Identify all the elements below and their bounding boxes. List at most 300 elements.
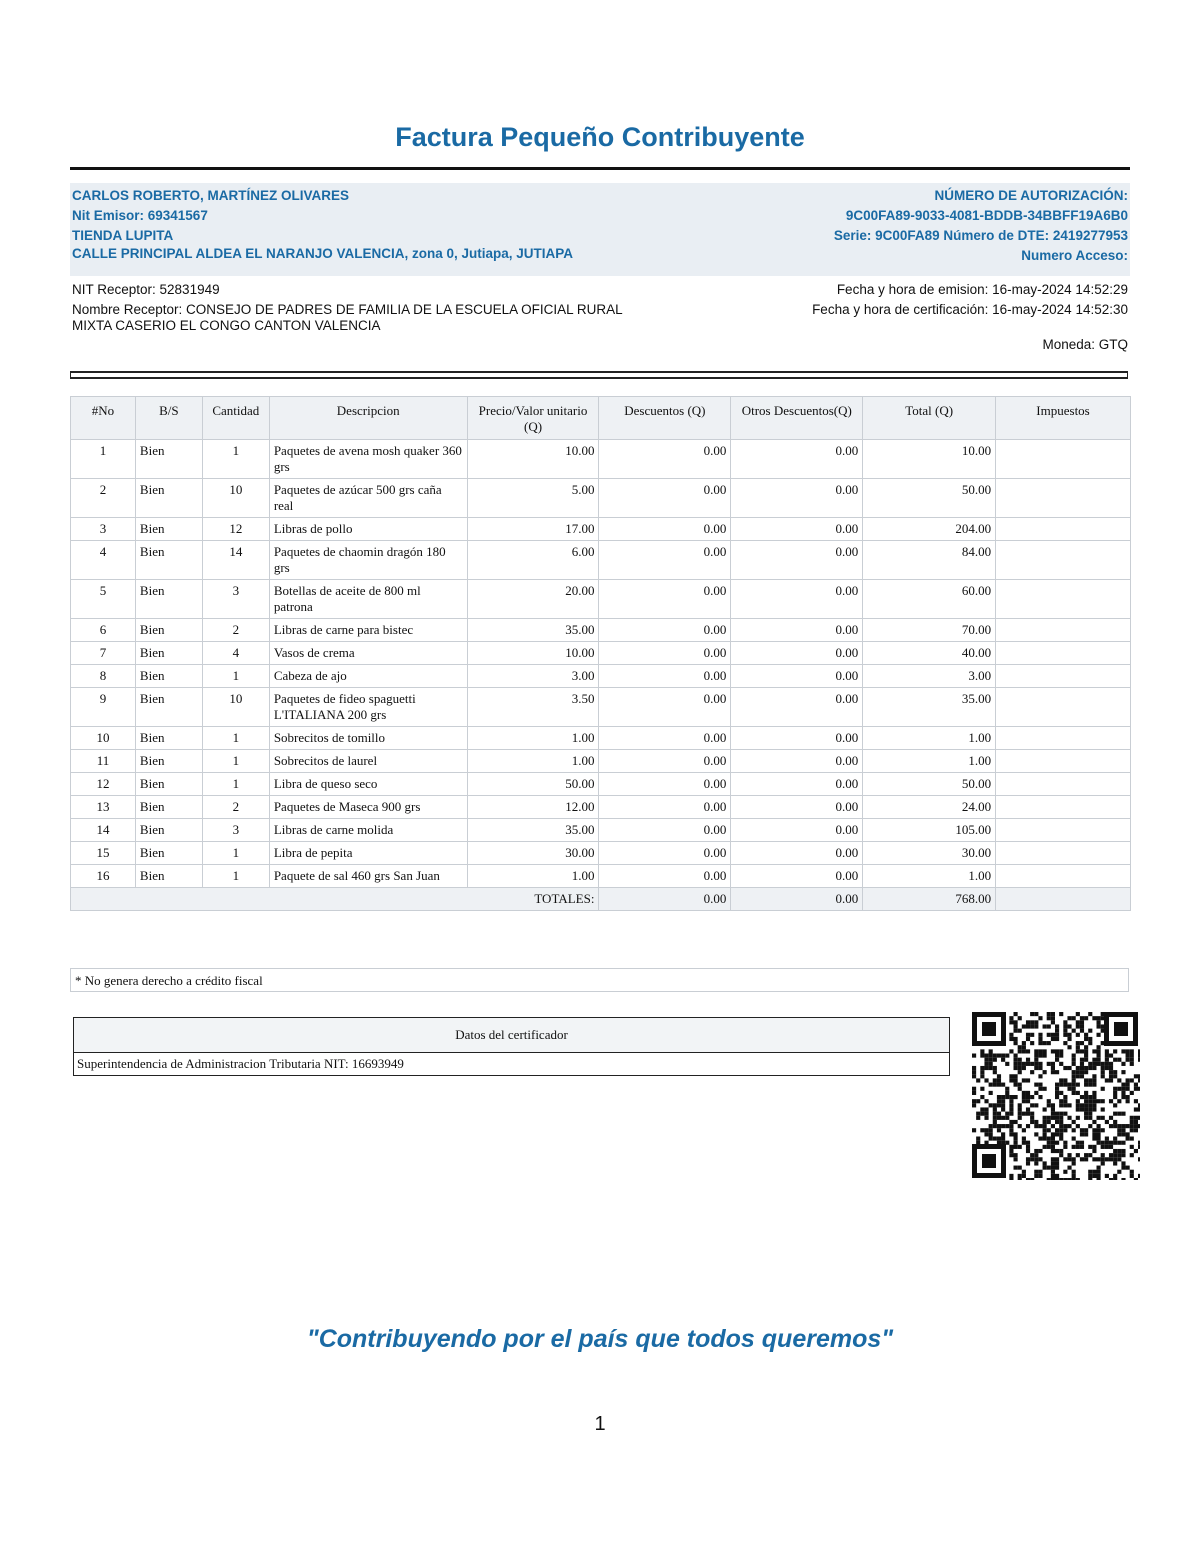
cell-discount: 0.00 [599, 619, 731, 642]
qr-module [1126, 1054, 1130, 1058]
qr-module [1014, 1054, 1018, 1058]
qr-module [972, 1066, 976, 1070]
cell-bs: Bien [135, 518, 202, 541]
qr-module [993, 1083, 997, 1087]
cell-price: 3.50 [467, 688, 599, 727]
qr-module [1038, 1137, 1042, 1141]
qr-module [1097, 1132, 1101, 1136]
qr-module [1014, 1012, 1018, 1016]
qr-module [1022, 1174, 1026, 1178]
qr-module [1014, 1078, 1018, 1082]
cell-bs: Bien [135, 750, 202, 773]
qr-module [1055, 1178, 1059, 1180]
qr-module [1063, 1020, 1067, 1024]
qr-module [1051, 1070, 1055, 1074]
qr-module [1092, 1058, 1096, 1062]
qr-module [1072, 1070, 1076, 1074]
qr-module [1038, 1066, 1042, 1070]
qr-module [1101, 1099, 1105, 1103]
cell-qty: 1 [202, 727, 269, 750]
qr-module [1034, 1174, 1038, 1178]
cell-desc: Cabeza de ajo [269, 665, 467, 688]
qr-module [1059, 1137, 1063, 1141]
qr-module [1080, 1132, 1084, 1136]
qr-module [1113, 1095, 1117, 1099]
qr-module [1130, 1170, 1134, 1174]
qr-module [1001, 1124, 1005, 1128]
qr-module [1126, 1099, 1130, 1103]
cell-discount: 0.00 [599, 479, 731, 518]
table-row [71, 580, 1131, 619]
qr-module [1084, 1091, 1088, 1095]
qr-module [1009, 1145, 1013, 1149]
qr-module [1109, 1157, 1113, 1161]
qr-module [1043, 1145, 1047, 1149]
totals-taxes [996, 888, 1131, 911]
qr-module [1121, 1083, 1125, 1087]
qr-module [1121, 1091, 1125, 1095]
qr-module [1105, 1054, 1109, 1058]
qr-module [1043, 1124, 1047, 1128]
qr-module [1109, 1054, 1113, 1058]
cell-other-discount: 0.00 [731, 440, 863, 479]
qr-module [1076, 1145, 1080, 1149]
qr-module [989, 1137, 993, 1141]
qr-module [1014, 1120, 1018, 1124]
qr-module [1026, 1095, 1030, 1099]
qr-module [1026, 1020, 1030, 1024]
qr-module [1092, 1083, 1096, 1087]
qr-module [1126, 1132, 1130, 1136]
qr-module [1030, 1024, 1034, 1028]
qr-module [1080, 1074, 1084, 1078]
qr-module [1072, 1161, 1076, 1165]
cell-taxes [996, 842, 1131, 865]
cell-other-discount: 0.00 [731, 642, 863, 665]
qr-module [1138, 1078, 1140, 1082]
qr-module [1043, 1128, 1047, 1132]
qr-module [1126, 1124, 1130, 1128]
certifier-table [73, 1017, 950, 1076]
qr-module [1063, 1041, 1067, 1045]
qr-module [1121, 1178, 1125, 1180]
qr-module [1063, 1128, 1067, 1132]
cell-qty: 14 [202, 541, 269, 580]
cell-taxes [996, 580, 1131, 619]
qr-module [1113, 1120, 1117, 1124]
qr-module [1105, 1137, 1109, 1141]
cell-price: 1.00 [467, 865, 599, 888]
qr-module [1030, 1095, 1034, 1099]
qr-module [1030, 1033, 1034, 1037]
cell-taxes [996, 688, 1131, 727]
qr-module [1043, 1137, 1047, 1141]
qr-module [972, 1099, 976, 1103]
qr-module [1063, 1083, 1067, 1087]
qr-module [1121, 1087, 1125, 1091]
qr-module [997, 1054, 1001, 1058]
qr-module [1059, 1049, 1063, 1053]
qr-module [1043, 1166, 1047, 1170]
qr-module [1047, 1103, 1051, 1107]
qr-module [1047, 1141, 1051, 1145]
qr-module [1009, 1128, 1013, 1132]
qr-module [1084, 1095, 1088, 1099]
qr-module [1113, 1153, 1117, 1157]
cell-other-discount: 0.00 [731, 479, 863, 518]
cell-other-discount: 0.00 [731, 727, 863, 750]
qr-module [1034, 1124, 1038, 1128]
cell-bs: Bien [135, 773, 202, 796]
qr-module [1076, 1099, 1080, 1103]
qr-module [1009, 1149, 1013, 1153]
qr-module [1018, 1083, 1022, 1087]
column-header: Total (Q) [863, 397, 996, 440]
table-row [71, 773, 1131, 796]
qr-module [1101, 1153, 1105, 1157]
cell-bs: Bien [135, 727, 202, 750]
qr-module [1101, 1070, 1105, 1074]
qr-module [1113, 1103, 1117, 1107]
qr-module [1072, 1062, 1076, 1066]
qr-module [1080, 1095, 1084, 1099]
qr-module [1138, 1116, 1140, 1120]
qr-module [1034, 1120, 1038, 1124]
qr-module [1138, 1157, 1140, 1161]
qr-module [1084, 1054, 1088, 1058]
qr-module [984, 1128, 988, 1132]
cell-total: 1.00 [863, 865, 996, 888]
qr-module [1030, 1062, 1034, 1066]
qr-module [1138, 1107, 1140, 1111]
qr-module [1076, 1033, 1080, 1037]
table-row [71, 865, 1131, 888]
column-header: #No [71, 397, 136, 440]
cell-taxes [996, 750, 1131, 773]
receptor-nit: NIT Receptor: 52831949 [72, 282, 220, 297]
qr-module [1047, 1062, 1051, 1066]
qr-module [1018, 1045, 1022, 1049]
qr-module [1026, 1178, 1030, 1180]
qr-module [1126, 1166, 1130, 1170]
qr-module [972, 1074, 976, 1078]
qr-module [1051, 1066, 1055, 1070]
qr-module [1076, 1066, 1080, 1070]
cell-desc: Libra de queso seco [269, 773, 467, 796]
qr-module [1034, 1153, 1038, 1157]
qr-module [993, 1066, 997, 1070]
qr-module [1055, 1091, 1059, 1095]
qr-module [1030, 1070, 1034, 1074]
qr-module [1072, 1145, 1076, 1149]
qr-module [1030, 1020, 1034, 1024]
cell-total: 3.00 [863, 665, 996, 688]
cell-desc: Libra de pepita [269, 842, 467, 865]
qr-module [1072, 1078, 1076, 1082]
qr-module [1080, 1016, 1084, 1020]
cell-qty: 2 [202, 796, 269, 819]
qr-module [1113, 1049, 1117, 1053]
qr-module [1001, 1103, 1005, 1107]
cell-no: 3 [71, 518, 136, 541]
qr-module [1130, 1137, 1134, 1141]
cell-desc: Paquetes de fideo spaguetti L'ITALIANA 200 grs [269, 688, 467, 727]
qr-module [1088, 1174, 1092, 1178]
qr-module [1126, 1078, 1130, 1082]
qr-module [1097, 1141, 1101, 1145]
qr-module [1092, 1062, 1096, 1066]
qr-module [1121, 1141, 1125, 1145]
cell-other-discount: 0.00 [731, 665, 863, 688]
cell-other-discount: 0.00 [731, 619, 863, 642]
qr-module [1121, 1149, 1125, 1153]
qr-module [1097, 1062, 1101, 1066]
cell-total: 50.00 [863, 773, 996, 796]
cell-price: 5.00 [467, 479, 599, 518]
cell-total: 1.00 [863, 727, 996, 750]
qr-module [1051, 1170, 1055, 1174]
qr-module [1043, 1132, 1047, 1136]
qr-module [1026, 1058, 1030, 1062]
qr-module [1121, 1128, 1125, 1132]
cell-desc: Sobrecitos de laurel [269, 750, 467, 773]
qr-module [976, 1112, 980, 1116]
qr-module [1014, 1037, 1018, 1041]
cell-discount: 0.00 [599, 688, 731, 727]
qr-module [1047, 1120, 1051, 1124]
qr-module [1101, 1145, 1105, 1149]
dte-serie: Serie: 9C00FA89 Número de DTE: 2419277953 [833, 228, 1128, 243]
qr-module [1092, 1078, 1096, 1082]
qr-module [1121, 1153, 1125, 1157]
qr-module [1001, 1083, 1005, 1087]
qr-module [1072, 1091, 1076, 1095]
qr-module [1130, 1153, 1134, 1157]
cell-desc: Vasos de crema [269, 642, 467, 665]
qr-module [1014, 1153, 1018, 1157]
qr-module [1001, 1107, 1005, 1111]
cell-total: 40.00 [863, 642, 996, 665]
qr-module [1009, 1107, 1013, 1111]
access-number: Numero Acceso: [1021, 248, 1128, 263]
qr-module [1059, 1124, 1063, 1128]
qr-module [1022, 1141, 1026, 1145]
qr-module [1026, 1091, 1030, 1095]
cell-bs: Bien [135, 665, 202, 688]
qr-module [1113, 1161, 1117, 1165]
qr-module [1063, 1103, 1067, 1107]
qr-module [1084, 1116, 1088, 1120]
totals-label: TOTALES: [71, 888, 599, 911]
cell-no: 6 [71, 619, 136, 642]
qr-module [1026, 1107, 1030, 1111]
qr-module [1063, 1178, 1067, 1180]
qr-module [1018, 1112, 1022, 1116]
qr-module [997, 1078, 1001, 1082]
qr-module [1026, 1149, 1030, 1153]
qr-module [1130, 1062, 1134, 1066]
cell-price: 12.00 [467, 796, 599, 819]
receptor-info [72, 282, 632, 334]
qr-module [1134, 1087, 1138, 1091]
qr-module [1005, 1112, 1009, 1116]
qr-module [1047, 1016, 1051, 1020]
qr-module [1026, 1145, 1030, 1149]
qr-module [1055, 1132, 1059, 1136]
qr-module [1076, 1103, 1080, 1107]
cell-total: 70.00 [863, 619, 996, 642]
qr-module [1034, 1062, 1038, 1066]
qr-module [1055, 1054, 1059, 1058]
cell-price: 1.00 [467, 727, 599, 750]
qr-module [1134, 1074, 1138, 1078]
qr-module [1067, 1157, 1071, 1161]
cell-taxes [996, 773, 1131, 796]
fiscal-note: * No genera derecho a crédito fiscal [70, 968, 1129, 992]
cell-bs: Bien [135, 580, 202, 619]
qr-module [1092, 1157, 1096, 1161]
qr-module [1113, 1058, 1117, 1062]
qr-module [1117, 1128, 1121, 1132]
qr-module [1072, 1029, 1076, 1033]
qr-module [993, 1054, 997, 1058]
qr-module [1072, 1137, 1076, 1141]
qr-module [1088, 1103, 1092, 1107]
qr-module [1072, 1054, 1076, 1058]
qr-module [1005, 1116, 1009, 1120]
qr-module [1026, 1049, 1030, 1053]
qr-module [1014, 1132, 1018, 1136]
qr-module [1130, 1049, 1134, 1053]
qr-module [1055, 1033, 1059, 1037]
qr-module [1088, 1116, 1092, 1120]
qr-module [1088, 1095, 1092, 1099]
cell-desc: Paquete de sal 460 grs San Juan [269, 865, 467, 888]
qr-module [1014, 1157, 1018, 1161]
qr-module [1034, 1012, 1038, 1016]
qr-module [1113, 1074, 1117, 1078]
qr-module [1043, 1049, 1047, 1053]
qr-module [989, 1103, 993, 1107]
cell-bs: Bien [135, 796, 202, 819]
dates-info [608, 282, 1128, 318]
qr-module [1055, 1083, 1059, 1087]
qr-module [1088, 1066, 1092, 1070]
page-number: 1 [594, 1413, 606, 1435]
qr-module [1063, 1029, 1067, 1033]
qr-module [1030, 1103, 1034, 1107]
qr-module [972, 1087, 976, 1091]
qr-module [1001, 1137, 1005, 1141]
qr-module [1038, 1037, 1042, 1041]
qr-module [1109, 1178, 1113, 1180]
qr-module [1080, 1157, 1084, 1161]
qr-module [1084, 1107, 1088, 1111]
title-divider [70, 167, 1130, 170]
cell-other-discount: 0.00 [731, 796, 863, 819]
qr-module [1014, 1024, 1018, 1028]
qr-module [1038, 1054, 1042, 1058]
qr-module [1051, 1062, 1055, 1066]
qr-module [1097, 1099, 1101, 1103]
qr-module [1084, 1128, 1088, 1132]
table-row [71, 518, 1131, 541]
cell-qty: 1 [202, 773, 269, 796]
qr-module [1113, 1141, 1117, 1145]
qr-module [1022, 1099, 1026, 1103]
qr-module [1084, 1157, 1088, 1161]
qr-module [1055, 1112, 1059, 1116]
qr-module [1134, 1099, 1138, 1103]
qr-module [1117, 1132, 1121, 1136]
cell-total: 84.00 [863, 541, 996, 580]
qr-module [1130, 1116, 1134, 1120]
cell-bs: Bien [135, 842, 202, 865]
qr-module [993, 1137, 997, 1141]
qr-module [997, 1124, 1001, 1128]
qr-module [1018, 1166, 1022, 1170]
qr-module [1026, 1037, 1030, 1041]
qr-module [1101, 1107, 1105, 1111]
column-header: Cantidad [202, 397, 269, 440]
qr-module [984, 1132, 988, 1136]
qr-module [1018, 1107, 1022, 1111]
qr-module [1076, 1178, 1080, 1180]
cell-qty: 3 [202, 580, 269, 619]
qr-module [997, 1116, 1001, 1120]
qr-module [1026, 1161, 1030, 1165]
cell-price: 10.00 [467, 440, 599, 479]
qr-module [1001, 1054, 1005, 1058]
qr-module [1092, 1103, 1096, 1107]
qr-module [1026, 1112, 1030, 1116]
qr-module [1009, 1016, 1013, 1020]
qr-module [1014, 1141, 1018, 1145]
qr-module [1051, 1103, 1055, 1107]
qr-module [1051, 1161, 1055, 1165]
qr-module [993, 1058, 997, 1062]
qr-module [984, 1078, 988, 1082]
qr-module [989, 1124, 993, 1128]
qr-module [1055, 1087, 1059, 1091]
qr-module [1092, 1145, 1096, 1149]
emitter-info [72, 186, 632, 261]
qr-module [1005, 1054, 1009, 1058]
qr-module [1055, 1037, 1059, 1041]
qr-module [1117, 1153, 1121, 1157]
qr-module [1055, 1049, 1059, 1053]
qr-module [1009, 1095, 1013, 1099]
certifier-header: Datos del certificador [74, 1018, 950, 1053]
qr-module [1022, 1078, 1026, 1082]
qr-module [1101, 1161, 1105, 1165]
qr-module [1092, 1137, 1096, 1141]
cell-price: 30.00 [467, 842, 599, 865]
qr-module [1055, 1149, 1059, 1153]
qr-module [984, 1107, 988, 1111]
qr-module [1076, 1049, 1080, 1053]
cell-qty: 10 [202, 479, 269, 518]
qr-module [1121, 1095, 1125, 1099]
certification-date: Fecha y hora de certificación: 16-may-2024 14:52:30 [812, 302, 1128, 317]
qr-module [1072, 1120, 1076, 1124]
qr-module [1134, 1178, 1138, 1180]
certifier-value: Superintendencia de Administracion Tributaria NIT: 16693949 [74, 1053, 950, 1076]
qr-module [1038, 1174, 1042, 1178]
cell-desc: Libras de carne molida [269, 819, 467, 842]
qr-module [1018, 1016, 1022, 1020]
qr-module [1001, 1095, 1005, 1099]
